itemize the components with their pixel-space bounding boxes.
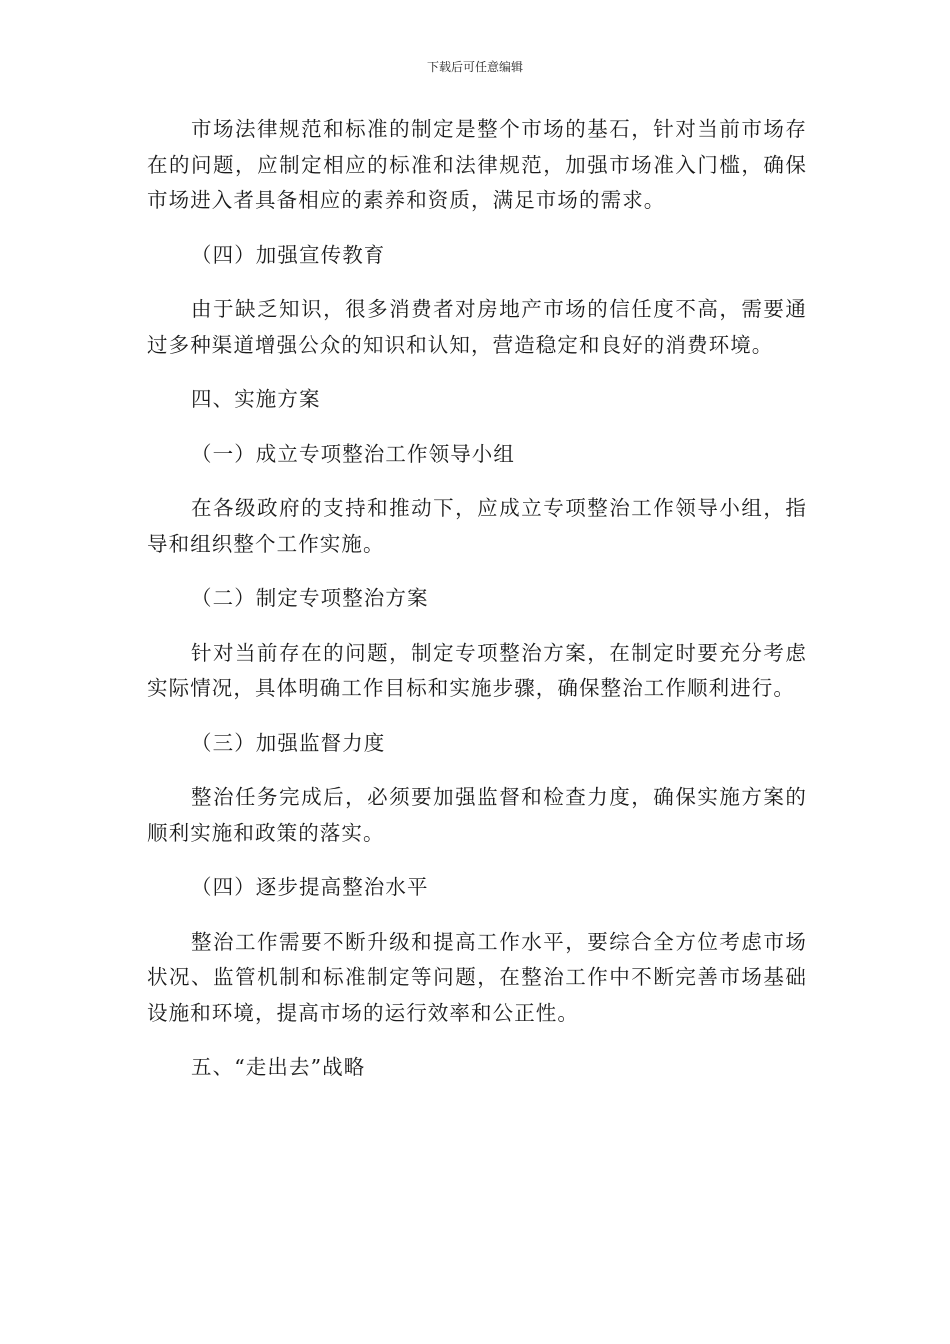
subheading-rectification-plan: （二）制定专项整治方案: [191, 586, 429, 610]
subheading-leading-group: （一）成立专项整治工作领导小组: [191, 441, 515, 466]
paragraph-improve-level: 整治工作需要不断升级和提高工作水平，要综合全方位考虑市场状况、监管机制和标准制定等问题，在整治工作中不断完善市场基础设施和环境，提高市场的运行效率和公正性。: [147, 929, 807, 1025]
paragraph-consumer-trust: 由于缺乏知识，很多消费者对房地产市场的信任度不高，需要通过多种渠道增强公众的知识和认知，营造稳定和良好的消费环境。: [147, 297, 807, 357]
heading-implementation-plan: 四、实施方案: [191, 387, 321, 411]
subheading-publicity-education: （四）加强宣传教育: [191, 242, 386, 267]
paragraph-rectification-plan: 针对当前存在的问题，制定专项整治方案，在制定时要充分考虑实际情况，具体明确工作目标和实施步骤，确保整治工作顺利进行。: [147, 640, 807, 700]
heading-going-out-strategy: 五、“走出去”战略: [191, 1055, 366, 1079]
paragraph-supervision: 整治任务完成后，必须要加强监督和检查力度，确保实施方案的顺利实施和政策的落实。: [147, 785, 807, 845]
document-body: [147, 112, 807, 1105]
subheading-improve-level: （四）逐步提高整治水平: [191, 875, 429, 899]
paragraph-market-law: 市场法律规范和标准的制定是整个市场的基石，针对当前市场存在的问题，应制定相应的标准和法律规范，加强市场准入门槛，确保市场进入者具备相应的素养和资质，满足市场的需求。: [147, 117, 807, 212]
subheading-supervision: （三）加强监督力度: [191, 730, 386, 755]
paragraph-leading-group: 在各级政府的支持和推动下，应成立专项整治工作领导小组，指导和组织整个工作实施。: [147, 496, 807, 556]
download-edit-note: 下载后可任意编辑: [426, 60, 523, 74]
